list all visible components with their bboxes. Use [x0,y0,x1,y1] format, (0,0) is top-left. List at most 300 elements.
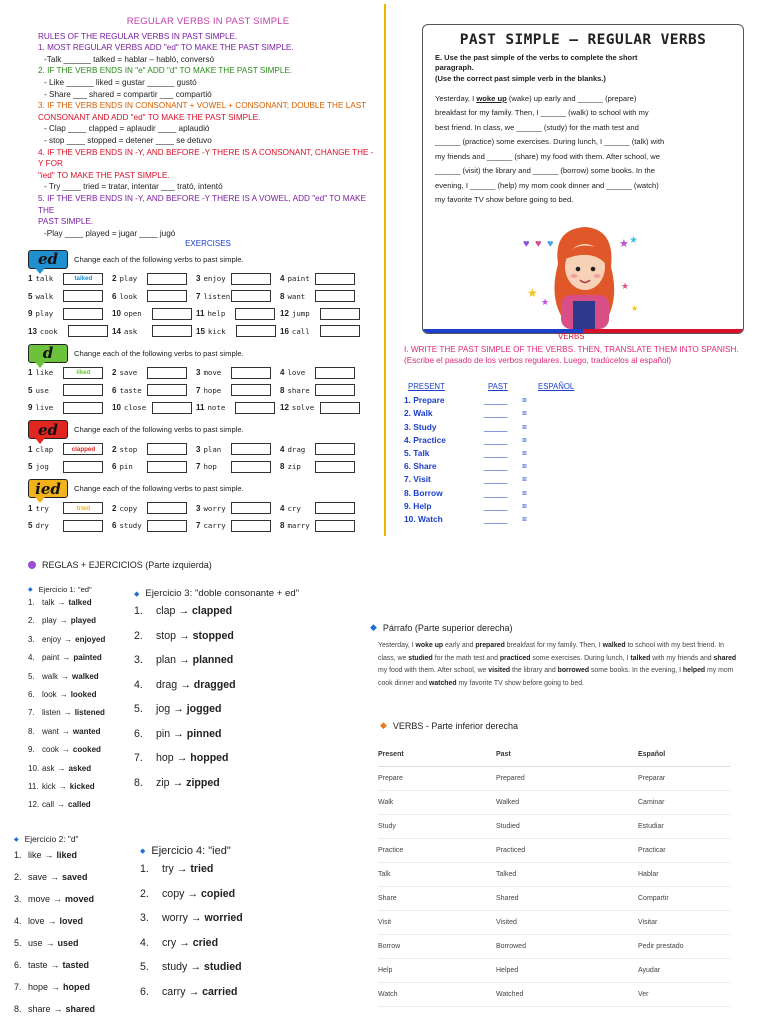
table-row [378,958,730,982]
answer-base: taste [28,960,48,970]
verb-word: close [123,403,147,413]
answer-base: love [28,916,45,926]
answer-item [140,931,243,956]
answer-box[interactable] [147,461,187,473]
th-espanol: Español [638,744,730,766]
answer-box[interactable] [147,367,187,379]
verb-present: 2. Walk [404,408,433,419]
verb-blank[interactable]: _____ [484,448,508,459]
item-number: 12 [280,309,289,319]
answer-box[interactable] [235,402,275,414]
verb-word: love [287,368,306,378]
ex2-header [14,834,95,844]
verb-word: plan [203,444,222,454]
verb-cell [28,402,112,414]
item-number: 1 [28,444,33,454]
answer-number: 4. [134,678,143,691]
answer-past: pinned [186,727,222,740]
arrow-icon: → [50,872,60,882]
item-number: 6 [112,291,117,301]
answer-box[interactable] [231,443,271,455]
item-number: 1 [28,503,33,513]
section-instruction: Change each of the following verbs to past simple. [74,254,244,264]
verb-word: ask [123,326,138,336]
verb-blank[interactable]: _____ [484,487,508,498]
header-present: PRESENT [408,382,445,391]
answer-box[interactable] [315,443,355,455]
rule-3-example-1: - Clap ____ clapped = aplaudir ____ aplaudió [44,124,210,134]
worksheet [28,248,364,537]
table-cell: Help [378,958,496,982]
answer-past: cried [192,936,219,949]
verb-word: like [35,368,54,378]
para-text: to school with my best friend. In class, we [378,642,725,662]
answer-box[interactable] [320,325,360,337]
verb-cell [28,367,112,379]
answer-past: stopped [192,629,234,642]
answer-box[interactable] [231,273,271,285]
answer-base: save [28,872,48,882]
table-row [378,982,730,1006]
answer-item [28,723,105,741]
verb-word: try [35,503,49,513]
table-row [378,934,730,958]
verb-cell [28,325,112,337]
verb-word: cry [287,503,301,513]
answer-box[interactable] [315,273,355,285]
answer-number: 2. [134,629,143,642]
verbs-ins-en: I. WRITE THE PAST SIMPLE OF THE VERBS. THEN, TRANSLATE THEM INTO SPANISH. [404,345,739,354]
answer-number: 3. [134,654,143,666]
answer-box[interactable] [231,384,271,396]
verb-present: 10. Watch [404,514,443,525]
arrow-icon: → [180,678,191,691]
verb-word: look [119,291,138,301]
verbs-label: VERBS [558,332,585,341]
answer-past: wanted [72,726,101,736]
answer-base: move [28,894,51,904]
answer-box[interactable] [63,520,103,532]
verb-cell [280,325,364,337]
answer-box[interactable]: tried [63,502,103,514]
answer-box[interactable] [152,308,192,320]
equals-sign: = [522,434,527,445]
answer-verb: walked [602,642,626,649]
verb-row [404,394,574,407]
answer-number: 1. [14,850,22,860]
answer-item [28,612,105,630]
answer-box[interactable] [63,402,103,414]
item-number: 10 [112,403,121,413]
answer-box[interactable] [68,325,108,337]
item-number: 7 [196,291,201,301]
answer-box[interactable]: liked [63,367,103,379]
answer-past: called [68,800,91,810]
answer-past: listened [74,708,105,718]
purple-dot-icon [28,561,36,569]
table-cell: Share [378,886,496,910]
verb-word: help [207,309,226,319]
answer-verb: shared [713,654,737,662]
arrow-icon: → [45,938,55,948]
diamond-icon: ◆ [28,587,33,593]
ex3-list [134,599,299,795]
verb-row [404,513,574,526]
worksheet-row [28,305,364,323]
equals-sign: = [522,461,527,472]
answer-base: want [42,726,59,736]
section-badge [28,250,68,269]
answer-box[interactable] [152,325,192,337]
table-header-row [378,744,730,766]
arrow-icon: → [62,653,71,663]
answer-box[interactable] [315,520,355,532]
answer-base: jog [156,703,171,715]
verbs-rows [404,394,574,526]
verb-row [404,447,574,460]
verb-cell [280,502,364,514]
verb-cell [196,443,280,455]
answer-number: 6. [28,690,35,700]
answer-verb: watched [428,679,457,687]
answer-past: kicked [69,782,95,792]
item-number: 1 [28,368,33,378]
answer-box[interactable] [235,308,275,320]
para-line-8: my favorite TV show before going to bed. [435,195,574,205]
table-cell: Talked [496,862,638,886]
answer-item [28,631,105,649]
answer-verb: woke up [415,642,444,649]
rule-1: 1. MOST REGULAR VERBS ADD "ed" TO MAKE THE PAST SIMPLE. [38,43,294,53]
svg-text:★: ★ [527,286,538,300]
rule-3-line-2: CONSONANT AND ADD "ed" TO MAKE THE PAST SIMPLE. [38,112,261,122]
answer-item [14,844,95,866]
answer-box[interactable] [152,402,192,414]
arrow-icon: → [50,960,60,970]
verb-blank[interactable]: _____ [484,500,508,511]
section-header [28,478,364,500]
answer-box[interactable] [63,384,103,396]
verbs-table [404,380,574,526]
item-number: 10 [112,309,121,319]
verb-present: 6. Share [404,461,437,472]
answer-item [14,866,95,888]
answer-number: 1. [134,605,143,617]
answer-number: 4. [14,916,22,926]
worksheet-row [28,399,364,417]
para-text: my favorite TV show before going to bed. [456,679,584,687]
item-number: 9 [28,309,33,319]
answer-base: ask [42,763,55,773]
diamond-icon: ◆ [140,848,146,855]
worksheet-row [28,364,364,382]
answer-box[interactable] [236,325,276,337]
para-line-7: evening, I ______ (help) my mom cook dinner and ______ (watch) [435,180,659,190]
answer-item [28,668,105,686]
answer-item [134,771,299,796]
rule-4-line-1: 4. IF THE VERB ENDS IN -Y, AND BEFORE -Y THERE IS A CONSONANT, CHANGE THE -Y FOR [38,147,374,169]
rule-3-line-1: 3. IF THE VERB ENDS IN CONSONANT + VOWEL + CONSONANT; DOUBLE THE LAST [38,101,367,111]
verb-word: pin [119,462,133,472]
verb-cell [196,367,280,379]
answer-verb: borrowed [557,667,590,674]
verb-row [404,500,574,513]
section-header [28,342,364,364]
verbs-instructions [404,344,739,366]
verb-blank[interactable]: _____ [484,408,508,419]
answer-base: cry [162,936,177,949]
item-number: 3 [196,503,201,513]
ex2-title: Ejercicio 2: "d" [24,834,79,844]
card-title: PAST SIMPLE – REGULAR VERBS [459,32,707,48]
answer-base: share [28,1004,51,1014]
answer-box[interactable] [63,290,103,302]
answer-item [28,796,105,814]
para-text: some books. In the evening, I [589,667,683,674]
worksheet-section [28,248,364,340]
verb-present: 3. Study [404,421,437,432]
answer-box[interactable] [147,273,187,285]
answer-past: cooked [72,745,101,755]
arrow-icon: → [172,776,184,789]
worksheet-row [28,382,364,400]
answer-box[interactable] [147,502,187,514]
answer-base: paint [42,653,60,663]
answer-box[interactable] [231,520,271,532]
arrow-icon: → [61,745,70,755]
arrow-icon: → [53,1004,63,1014]
verb-present: 9. Help [404,500,432,511]
verb-blank[interactable]: _____ [484,474,508,485]
verb-word: note [207,403,226,413]
paragraph-card [422,24,744,334]
table-cell: Caminar [638,790,730,814]
item-number: 2 [112,503,117,513]
answer-number: 8. [14,1004,22,1014]
answer-box[interactable]: clapped [63,443,103,455]
item-number: 8 [280,521,285,531]
answer-box[interactable] [315,367,355,379]
answer-item [140,955,243,980]
section-badge [28,420,68,439]
exercise-2-answers [14,834,95,1020]
rule-3-example-2: - stop ____ stopped = detener ____ se detuvo [44,135,212,145]
answer-box[interactable] [231,367,271,379]
equals-sign: = [522,448,527,459]
table-row [378,790,730,814]
verb-cell [280,308,364,320]
answer-box[interactable] [231,290,271,302]
verb-word: share [287,385,310,395]
arrow-icon: → [63,708,72,718]
answer-base: study [162,961,188,973]
item-number: 2 [112,444,117,454]
item-number: 14 [112,326,121,336]
arrow-icon: → [190,961,201,973]
verb-blank[interactable]: _____ [484,421,508,432]
table-cell: Visit [378,910,496,934]
answer-past: jogged [186,703,222,715]
verb-cell [112,290,196,302]
item-number: 11 [196,309,205,319]
verb-blank[interactable]: _____ [484,514,508,525]
verb-word: save [119,368,138,378]
table-cell: Ayudar [638,958,730,982]
item-number: 2 [112,274,117,284]
diamond-icon: ◆ [14,836,19,843]
verb-present: 7. Visit [404,474,431,485]
para-text: my mom cook dinner and [378,667,734,687]
answer-base: play [42,616,57,626]
verb-word: zip [287,462,301,472]
answer-number: 3. [140,912,149,924]
verb-cell [112,384,196,396]
table-row [378,766,730,790]
verb-cell [112,461,196,473]
table-row [378,838,730,862]
verb-blank[interactable]: _____ [484,395,508,406]
answer-past: zipped [186,776,220,789]
verb-cell [28,290,112,302]
table-cell: Shared [496,886,638,910]
answer-item [134,722,299,747]
answer-box[interactable] [63,308,103,320]
item-number: 4 [280,503,285,513]
answer-item [28,686,105,704]
verb-word: paint [287,274,310,284]
paragraph-answers [378,640,738,690]
card-paragraph [435,92,731,208]
answer-base: clap [156,605,176,617]
card-instructions [435,53,731,84]
verb-blank[interactable]: _____ [484,434,508,445]
exercise-1-answers [28,585,105,815]
answer-box[interactable] [231,502,271,514]
svg-text:♥: ♥ [523,238,530,250]
answer-box[interactable] [63,461,103,473]
verb-word: dry [35,521,49,531]
worksheet-row [28,270,364,288]
answer-past: looked [70,690,97,700]
para-text: some exercises. During lunch, I [530,654,631,662]
arrow-icon: → [173,727,184,740]
para-text: early and [443,642,476,649]
table-cell: Walked [496,790,638,814]
verb-cell [112,308,196,320]
arrow-icon: → [188,985,200,998]
item-number: 16 [280,326,289,336]
answer-number: 2. [28,616,35,626]
answer-past: dragged [193,678,236,691]
verb-cell [280,461,364,473]
verb-word: cook [39,326,58,336]
answer-base: talk [42,598,55,607]
verb-word: move [203,368,222,378]
answer-box[interactable] [320,308,360,320]
verb-cell [112,443,196,455]
rule-5-example: -Play ____ played = jugar ____ jugó [44,228,176,238]
section-instruction: Change each of the following verbs to past simple. [74,348,244,358]
answer-box[interactable] [315,502,355,514]
answer-number: 5. [140,961,149,973]
worksheet-section [28,419,364,476]
verb-cell [196,461,280,473]
svg-text:★: ★ [631,304,639,313]
answer-box[interactable] [320,402,360,414]
answer-item [14,910,95,932]
answer-number: 4. [140,936,149,949]
item-number: 7 [196,521,201,531]
equals-sign: = [522,500,527,511]
section-badge [28,344,68,363]
ex1-header [28,585,105,594]
table-cell: Prepare [378,766,496,790]
answers-left-header [28,560,212,570]
rules-title: REGULAR VERBS IN PAST SIMPLE [126,16,290,27]
answer-box[interactable] [147,520,187,532]
answer-box[interactable] [315,290,355,302]
verb-word: carry [203,521,226,531]
answer-base: enjoy [42,634,62,644]
item-number: 1 [28,274,33,284]
verb-cell [112,367,196,379]
answer-item [134,746,299,771]
answer-item [140,857,243,882]
verb-cell [28,384,112,396]
answer-base: zip [156,776,170,789]
verb-word: talk [35,274,54,284]
item-number: 4 [280,274,285,284]
answer-base: try [162,863,174,875]
svg-text:★: ★ [541,297,550,307]
answer-base: use [28,938,43,948]
answer-item [134,673,299,698]
worksheet-section [28,478,364,535]
verb-blank[interactable]: _____ [484,461,508,472]
answer-base: drag [156,678,178,691]
verb-word: live [35,403,54,413]
answer-box[interactable] [147,384,187,396]
para-example-answer: woke up [476,93,507,103]
card-inst-1: E. Use the past simple of the verbs to complete the short [435,53,638,62]
table-cell: Practicar [638,838,730,862]
diamond-icon: ◆ [134,590,140,598]
verb-cell [280,367,364,379]
answer-box[interactable] [231,461,271,473]
answer-base: call [42,800,55,810]
para-text: with my friends and [650,654,714,662]
verb-word: walk [35,291,54,301]
answer-box[interactable] [147,290,187,302]
arrow-icon: → [47,916,57,926]
answer-box[interactable] [147,443,187,455]
header-espanol: ESPAÑOL [538,382,575,391]
answer-box[interactable] [315,384,355,396]
exercises-title: EXERCISES [185,239,231,248]
answer-box[interactable]: talked [63,273,103,285]
answer-number: 3. [28,634,35,644]
section-instruction: Change each of the following verbs to past simple. [74,484,244,493]
table-cell: Estudiar [638,814,730,838]
answer-item [28,760,105,778]
answer-verb: prepared [475,642,505,649]
item-number: 4 [280,368,285,378]
table-cell: Watch [378,982,496,1006]
answer-box[interactable] [315,461,355,473]
answer-base: plan [156,654,177,666]
table-cell: Visitar [638,910,730,934]
arrow-icon: → [179,936,190,949]
